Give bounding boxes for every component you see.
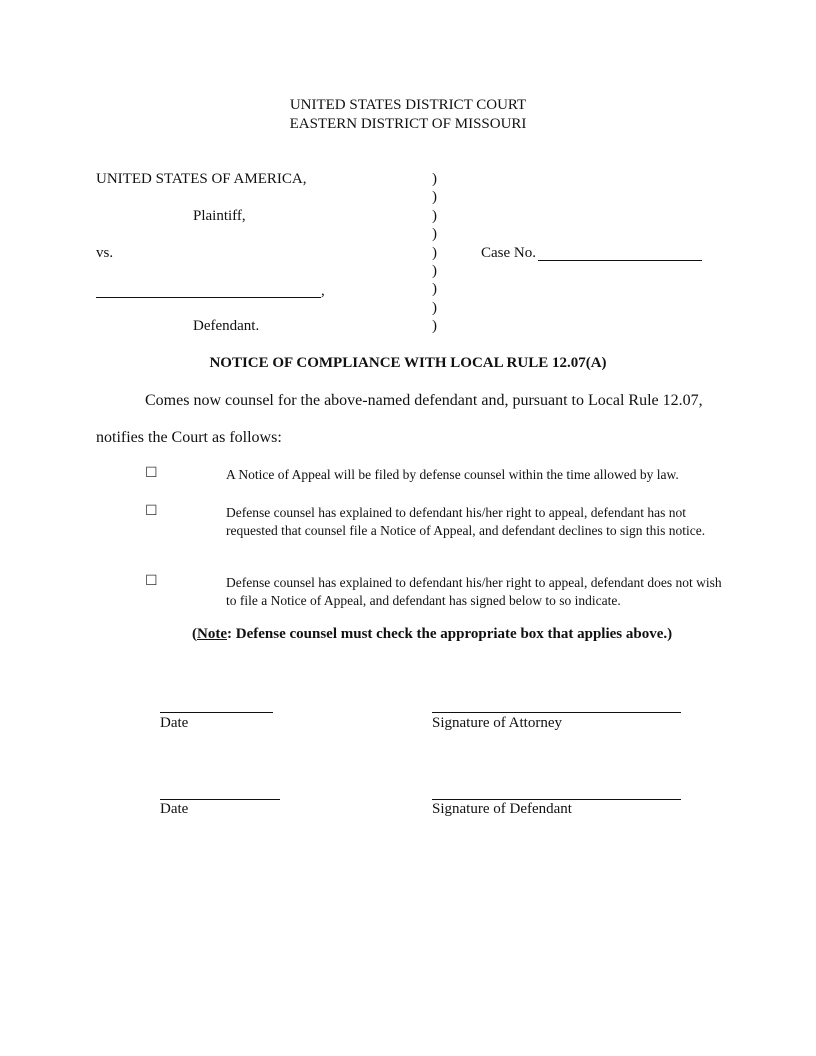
document-title: NOTICE OF COMPLIANCE WITH LOCAL RULE 12.07(A) bbox=[209, 355, 607, 371]
caption-paren: ) bbox=[432, 281, 437, 297]
plaintiff-name: UNITED STATES OF AMERICA, bbox=[96, 171, 307, 187]
defendant-name-line bbox=[96, 297, 321, 298]
option-3-text: Defense counsel has explained to defendant his/her right to appeal, defendant does not wish to file a Notice of Appeal, and defendant has signed below to so indicate. bbox=[226, 575, 722, 608]
defendant-signature-line bbox=[432, 799, 681, 800]
note-label: Note bbox=[197, 626, 227, 642]
option-2-text: Defense counsel has explained to defendant his/her right to appeal, defendant has not requested that counsel file a Notice of Appeal, and defendant declines to sign this notice. bbox=[226, 505, 706, 538]
caption-paren: ) bbox=[432, 263, 437, 279]
defendant-comma: , bbox=[321, 283, 325, 299]
case-no-label: Case No. bbox=[481, 245, 536, 261]
case-no-line bbox=[538, 260, 702, 261]
date-1-line bbox=[160, 712, 273, 713]
intro-line-1: Comes now counsel for the above-named defendant and, pursuant to Local Rule 12.07, bbox=[145, 392, 703, 409]
option-3-checkbox[interactable]: ☐ bbox=[145, 573, 158, 589]
intro-line-2: notifies the Court as follows: bbox=[96, 429, 282, 446]
caption-paren: ) bbox=[432, 208, 437, 224]
option-2-checkbox[interactable]: ☐ bbox=[145, 503, 158, 519]
versus-label: vs. bbox=[96, 245, 114, 261]
caption-paren: ) bbox=[432, 171, 437, 187]
case-no-field[interactable] bbox=[538, 244, 702, 260]
caption-paren: ) bbox=[432, 318, 437, 334]
defendant-name-field[interactable] bbox=[96, 281, 321, 297]
plaintiff-role: Plaintiff, bbox=[193, 208, 246, 224]
caption-paren: ) bbox=[432, 300, 437, 316]
attorney-signature-line bbox=[432, 712, 681, 713]
option-1-text: A Notice of Appeal will be filed by defense counsel within the time allowed by law. bbox=[226, 467, 679, 482]
attorney-signature-label: Signature of Attorney bbox=[432, 715, 562, 731]
court-name: UNITED STATES DISTRICT COURT bbox=[289, 97, 527, 113]
option-1-checkbox[interactable]: ☐ bbox=[145, 465, 158, 481]
defendant-signature-label: Signature of Defendant bbox=[432, 801, 572, 817]
date-2-field[interactable] bbox=[160, 783, 280, 799]
note-open-paren: ( bbox=[192, 626, 197, 642]
court-district: EASTERN DISTRICT OF MISSOURI bbox=[289, 116, 527, 132]
date-1-field[interactable] bbox=[160, 696, 273, 712]
date-2-line bbox=[160, 799, 280, 800]
note-text: : Defense counsel must check the appropriate box that applies above.) bbox=[227, 626, 673, 642]
attorney-signature-field[interactable] bbox=[432, 696, 681, 712]
defendant-signature-field[interactable] bbox=[432, 783, 681, 799]
defendant-role: Defendant. bbox=[193, 318, 260, 334]
date-2-label: Date bbox=[160, 801, 189, 817]
caption-paren: ) bbox=[432, 245, 437, 261]
caption-paren: ) bbox=[432, 189, 437, 205]
date-1-label: Date bbox=[160, 715, 189, 731]
note bbox=[192, 626, 672, 643]
caption-paren: ) bbox=[432, 226, 437, 242]
